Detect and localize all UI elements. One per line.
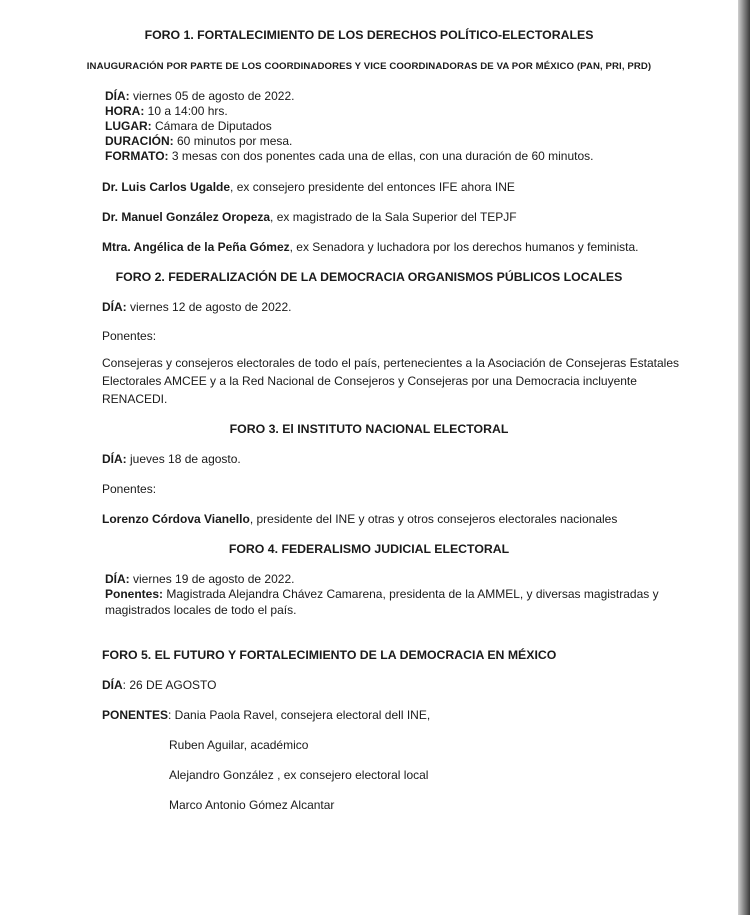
- dia-value: : 26 DE AGOSTO: [122, 678, 217, 692]
- page-edge-shadow: [738, 0, 750, 915]
- ponentes-label: Ponentes:: [105, 587, 164, 601]
- lugar-value: Cámara de Diputados: [151, 119, 272, 133]
- foro2-paragraph-line: Consejeras y consejeros electorales de todo el país, pertenecientes a la Asociación de Consejeras Estatales: [102, 356, 680, 370]
- foro4-title: FORO 4. FEDERALISMO JUDICIAL ELECTORAL: [228, 542, 510, 556]
- ponente-name: Mtra. Angélica de la Peña Gómez: [102, 240, 290, 254]
- ponente-name: Dr. Luis Carlos Ugalde: [102, 180, 231, 194]
- dia-label: DÍA: [102, 678, 123, 692]
- foro1-title: FORO 1. FORTALECIMIENTO DE LOS DERECHOS POLÍTICO-ELECTORALES: [144, 28, 594, 42]
- dia-label: DÍA:: [102, 452, 127, 466]
- dia-label: DÍA:: [102, 300, 127, 314]
- foro5-ponente: Alejandro González , ex consejero electoral local: [169, 768, 429, 782]
- foro4-dia: [105, 572, 294, 587]
- ponente-name: Lorenzo Córdova Vianello: [102, 512, 250, 526]
- duracion-value: 60 minutos por mesa.: [173, 134, 293, 148]
- ponentes-label: PONENTES: [102, 708, 169, 722]
- formato-label: FORMATO:: [105, 149, 169, 163]
- foro2-paragraph-line: RENACEDI.: [102, 392, 168, 406]
- foro2-paragraph-line: Electorales AMCEE y a la Red Nacional de Consejeros y Consejeras por una Democracia incluyente: [102, 374, 637, 388]
- ponente-name: Dr. Manuel González Oropeza: [102, 210, 271, 224]
- dia-value: viernes 19 de agosto de 2022.: [129, 572, 295, 586]
- foro1-ponente: [102, 240, 639, 255]
- foro3-ponentes-label: Ponentes:: [102, 482, 157, 496]
- foro1-lugar: [105, 119, 272, 134]
- hora-label: HORA:: [105, 104, 145, 118]
- foro3-dia: [102, 452, 241, 467]
- formato-value: 3 mesas con dos ponentes cada una de ellas, con una duración de 60 minutos.: [168, 149, 594, 163]
- hora-value: 10 a 14:00 hrs.: [144, 104, 228, 118]
- foro1-ponente: [102, 210, 517, 225]
- foro1-subtitle: INAUGURACIÓN POR PARTE DE LOS COORDINADORES Y VICE COORDINADORAS DE VA POR MÉXICO (PAN, PRI, PRD): [86, 61, 652, 72]
- foro1-dia: [105, 89, 294, 104]
- ponente-desc: , ex consejero presidente del entonces IFE ahora INE: [230, 180, 515, 194]
- ponente-desc: , presidente del INE y otras y otros consejeros electorales nacionales: [249, 512, 618, 526]
- foro2-ponentes-label: Ponentes:: [102, 329, 157, 343]
- foro1-ponente: [102, 180, 515, 195]
- foro3-ponente: [102, 512, 617, 527]
- foro3-title: FORO 3. El INSTITUTO NACIONAL ELECTORAL: [229, 422, 509, 436]
- ponente-desc: , ex Senadora y luchadora por los derechos humanos y feminista.: [289, 240, 639, 254]
- foro2-dia: [102, 300, 291, 315]
- foro5-ponentes: [102, 708, 430, 723]
- foro1-duracion: [105, 134, 292, 149]
- dia-value: jueves 18 de agosto.: [126, 452, 241, 466]
- ponente-desc: , ex magistrado de la Sala Superior del TEPJF: [270, 210, 517, 224]
- ponentes-value: : Dania Paola Ravel, consejera electoral dell INE,: [168, 708, 431, 722]
- foro1-formato: [105, 149, 594, 164]
- lugar-label: LUGAR:: [105, 119, 152, 133]
- foro4-ponentes: [105, 587, 659, 602]
- foro2-title: FORO 2. FEDERALIZACIÓN DE LA DEMOCRACIA ORGANISMOS PÚBLICOS LOCALES: [115, 270, 623, 284]
- foro5-dia: [102, 678, 217, 693]
- foro4-ponentes-cont: magistrados locales de todo el país.: [105, 603, 297, 617]
- duracion-label: DURACIÓN:: [105, 134, 174, 148]
- foro5-ponente: Ruben Aguilar, académico: [169, 738, 309, 752]
- dia-label: DÍA:: [105, 89, 130, 103]
- dia-value: viernes 12 de agosto de 2022.: [126, 300, 292, 314]
- foro5-title: FORO 5. EL FUTURO Y FORTALECIMIENTO DE LA DEMOCRACIA EN MÉXICO: [102, 648, 557, 662]
- foro1-hora: [105, 104, 228, 119]
- ponentes-value: Magistrada Alejandra Chávez Camarena, presidenta de la AMMEL, y diversas magistradas y: [163, 587, 659, 601]
- foro5-ponente: Marco Antonio Gómez Alcantar: [169, 798, 335, 812]
- dia-label: DÍA:: [105, 572, 130, 586]
- dia-value: viernes 05 de agosto de 2022.: [129, 89, 295, 103]
